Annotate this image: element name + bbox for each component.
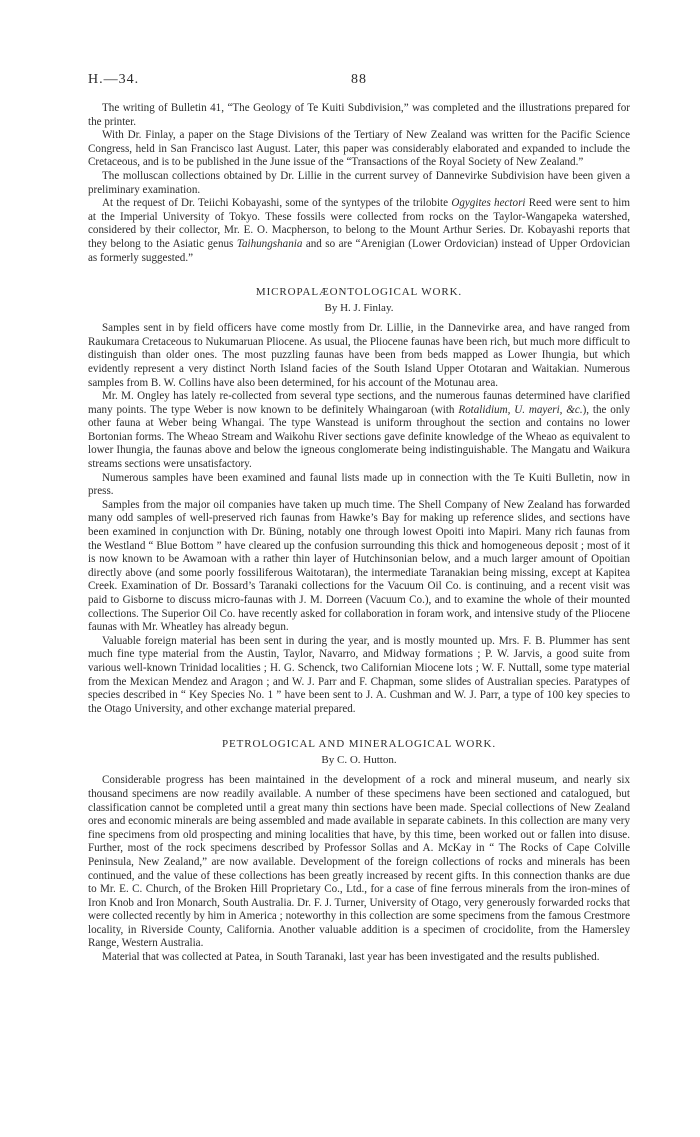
micropalaeontology-section <box>88 286 630 716</box>
paragraph: With Dr. Finlay, a paper on the Stage Divisions of the Tertiary of New Zealand was written for the Pacific Science Congress, held in San Francisco last August. Later, this paper was considerably elaborated and expanded to include the Cretaceous, and is to be published in the June issue of the “Transactions of the Royal Society of New Zealand.” <box>88 129 630 169</box>
text-run: ), the only other fauna at Weber being Whangai. The type Wanstead is uniform throughout the section and contains no lower Bortonian forms. The Wheao Stream and Waikohu River sections gave definite knowledge of the Wheao as equivalent to lower Ihungia, the faunas above and below the igneous conglomerate being indistinguishable. The Mangatu and Waikura streams sections were unsatisfactory. <box>88 403 631 471</box>
section-heading: MICROPALÆONTOLOGICAL WORK. <box>255 286 463 299</box>
section-byline: By C. O. Hutton. <box>321 754 397 767</box>
page-header <box>88 72 630 90</box>
paragraph: Numerous samples have been examined and faunal lists made up in connection with the Te Kuiti Bulletin, now in press. <box>88 471 630 498</box>
text-run: Mr. M. Ongley has lately re-collected from several type sections, and the numerous faunas determined have clarified many points. The type Weber is now known to be definitely Whaingaroan (with <box>88 390 630 416</box>
paragraph: Valuable foreign material has been sent in during the year, and is mostly mounted up. Mrs. F. B. Plummer has sent much fine type material from the Austin, Taylor, Navarro, and Midway formations ; P. W. Jarvis, a good suite from various well-known Trinidad localities ; H. G. Schenck, two Californian Miocene lots ; W. F. Nuttall, some type material from the Mexican Mendez and Aragon ; and W. J. Parr and F. Chapman, some slides of Australian species. Paratypes of species described in “ Key Species No. 1 ” have been sent to J. A. Cushman and W. J. Parr, a type of 100 key species to the Otago University, and other exchange material prepared. <box>88 634 630 715</box>
species-name: Rotalidium, U. mayeri, &c. <box>458 403 583 416</box>
text-run: Reed were sent to him at the Imperial University of Tokyo. These fossils were collected from rocks on the Taylor-Wangapeka watershed, considered by their collector, Mr. E. O. Macpherson, to belong to the Mount Arthur Series. Dr. Kobayashi reports that they belong to the Asiatic genus <box>88 197 630 250</box>
section-heading: PETROLOGICAL AND MINERALOGICAL WORK. <box>222 738 496 751</box>
paragraph <box>88 390 630 472</box>
text-run: At the request of Dr. Teiichi Kobayashi, some of the syntypes of the trilobite <box>102 197 452 210</box>
report-code: H.—34. <box>88 72 140 87</box>
paragraph: The molluscan collections obtained by Dr. Lillie in the current survey of Dannevirke Subdivision have been given a preliminary examination. <box>88 169 630 196</box>
page-body <box>88 102 630 965</box>
text-run: and so are “Arenigian (Lower Ordovician) instead of Upper Ordovician as formerly suggested.” <box>88 237 631 264</box>
paragraph: Considerable progress has been maintained in the development of a rock and mineral museum, and nearly six thousand specimens are now readily available. A number of these specimens have been sectioned and catalogued, but classification cannot be completed until a great many thin sections have been made. Special collections of New Zealand ores and economic minerals are being assembled and made available in separate cabinets. In this collection are many very fine specimens from old prospecting and mining localities that have, by this time, been worked out or fallen into disuse. Further, most of the rock specimens described by Professor Sollas and A. McKay in “ The Rocks of Cape Colville Peninsula, New Zealand,” are now available. Development of the foreign collections of rocks and minerals has been continued, and the value of these collections has been greatly increased by recent gifts. In this connection thanks are due to Mr. E. C. Church, of the Broken Hill Proprietary Co., Ltd., for a case of fine ferrous minerals from the iron-mines of Iron Knob and Iron Monarch, South Australia. Dr. F. J. Turner, University of Otago, very generously forwarded rocks that were collected recently by him in America ; noteworthy in this collection are some specimens from the famous Crestmore locality, in Riverside County, California. Another valuable addition is a specimen of crocidolite, from the Hamersley Range, Western Australia. <box>88 774 630 950</box>
paragraph: The writing of Bulletin 41, “The Geology of Te Kuiti Subdivision,” was completed and the illustrations prepared for the printer. <box>88 102 630 128</box>
section-byline: By H. J. Finlay. <box>324 302 394 315</box>
species-name: Ogygites hectori <box>451 197 526 210</box>
paragraph <box>88 197 630 265</box>
petrology-section <box>88 738 630 964</box>
page-number: 88 <box>351 72 367 87</box>
genus-name: Taihungshania <box>236 237 303 250</box>
paragraph: Material that was collected at Patea, in South Taranaki, last year has been investigated and the results published. <box>102 951 600 964</box>
paragraph: Samples sent in by field officers have come mostly from Dr. Lillie, in the Dannevirke area, and have ranged from Raukumara Cretaceous to Nukumaruan Pliocene. As usual, the Pliocene faunas have been rich, but much more difficult to distinguish than older ones. The most puzzling faunas have been from beds mapped as Lower Ihungia, but which evidently represent a very distinct North Island facies of the South Island Upper Ototaran and Waitakian. Numerous samples from B. W. Collins have also been determined, for his account of the Motunau area. <box>88 322 630 389</box>
paragraph: Samples from the major oil companies have taken up much time. The Shell Company of New Zealand has forwarded many odd samples of well-preserved rich faunas from Hawke’s Bay for making up reference slides, and sections have been examined in conjunction with Dr. Büning, notably one through lowest Opoiti into Mapiri. Many rich faunas from the Westland “ Blue Bottom ” have cleared up the confusion surrounding this thick and homogeneous deposit ; most of it is now known to be Awamoan with a rather thin layer of Hutchinsonian below, and a much larger amount of Opoitian directly above (and some poorly fossiliferous Waitotaran), the intermediate Taranakian being missing, except at Kapitea Creek. Examination of Dr. Bossard’s Taranaki collections for the Vacuum Oil Co. is continuing, and a recent visit was paid to Gisborne to discuss micro-faunas with J. M. Dorreen (Vacuum Co.), and to examine the whole of their mounted collections. The Superior Oil Co. have recently asked for collaboration in foram work, and intensive study of the Pliocene faunas with Mr. Wheatley has already begun. <box>88 498 630 634</box>
